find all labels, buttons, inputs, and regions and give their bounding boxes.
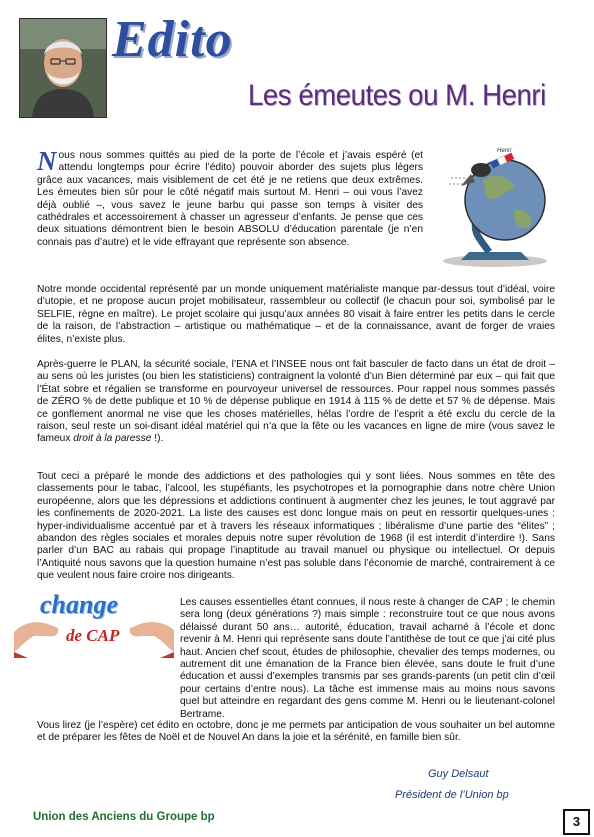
- footer-organization: Union des Anciens du Groupe bp: [33, 811, 215, 823]
- cartoon-signature: Henri: [497, 148, 512, 154]
- page-subtitle: Les émeutes ou M. Henri: [248, 79, 546, 112]
- signature-title: Président de l’Union bp: [395, 789, 509, 801]
- globe-cartoon-image: [431, 148, 559, 268]
- page-number: 3: [563, 809, 590, 835]
- paragraph-apres-guerre-end: !).: [151, 433, 164, 445]
- paragraph-apres-guerre-text: Après-guerre le PLAN, la sécurité sociale, l’ENA et l’INSEE nous ont fait basculer de facto dans un état de droit – au sens où les juristes (ou bien les statisticiens) contraignent la volonté d’un Bien déterminé par eux – qui fait que l’État sobre et régalien se transforme en pourvoyeur universel de ressources. Pour rappel nous sommes passés de ZÉRO % de dette publique et 10 % de dépense publique en 1914 à 115 % de dette et 57 % de dépense. Mais ce gonflement anormal ne vise que les choses matérielles, hélas l’ordre de l’esprit a été exclu du cercle de la raison, seul reste un soi-disant idéal matériel qui n’a que la fête ou les vacances en ligne de mire (vous savez le fameux: [37, 359, 555, 445]
- signature-name: Guy Delsaut: [428, 768, 489, 780]
- change-word: change: [40, 590, 118, 619]
- paragraph-intro-text: ous nous sommes quittés au pied de la porte de l’école et j’avais espéré (et attendu longtemps pour écrire l’édito) pouvoir aborder des sujets plus légers grâce aux vacances, mais visiblement de cet été je ne retiens que deux extrêmes. Les émeutes bien sûr pour le côté négatif mais surtout M. Henri – oui vous l’avez déjà oublié –, vous savez le jeune barbu qui passe son temps à visiter des cathédrales et accessoirement à chasser un agresseur d’enfants. Je pense que ces deux situations démontrent bien le besoin ABSOLU d’éducation parentale (je n’en connais pas d’autre) et le vide effrayant que représente son absence.: [37, 150, 423, 248]
- paragraph-conclusion: Vous lirez (je l’espère) cet édito en octobre, donc je me permets par anticipation de vous souhaiter un bel automne et de préparer les fêtes de Noël et de Nouvel An dans la joie et la sérénité, en famille bien sûr.: [37, 720, 555, 744]
- paragraph-monde-occidental: Notre monde occidental représenté par un monde uniquement matérialiste manque par-dessus tout d’idéal, voire d’utopie, et ne propose aucun projet mobilisateur, rassembleur ou collectif (le chacun pour soi, symbolisé par le SELFIE, règne en maître). Le projet scolaire qui jusqu’aux années 80 visait à faire entrer les petits dans le cercle de la raison, de l’abstraction – artistique ou mathématique – et de la connaissance, avant de forger de vraies élites, n’existe plus.: [37, 284, 555, 345]
- drop-cap: N: [37, 146, 57, 176]
- cap-word: de CAP: [66, 626, 120, 645]
- paragraph-intro: [37, 146, 423, 249]
- author-photo: [19, 18, 107, 118]
- paragraph-addictions: Tout ceci a préparé le monde des addictions et des pathologies qui y sont liées. Nous sommes en tête des classements pour le tabac, l’alcool, les stupéfiants, les psychotropes et la pornographie dans notre chère Union européenne, alors que les dépressions et addictions continuent à augmenter chez les jeunes, le tout aggravé par les confinements de 2020-2021. La liste des causes est donc longue mais on peut en ressortir quelques-unes : hyper-individualisme accentué par et à travers les réseaux informatiques ; libéralisme d’une partie des “élites” ; abandon des règles sociales et morales depuis notre super révolution de 1968 (il est interdit d’interdire !). Sans parler d’un BAC au rabais qui propage l’inaptitude au travail manuel ou physique ou intellectuel. Or depuis l’Antiquité nous savons que la question humaine n’est pas soluble dans l’économie de marché, contrairement à ce que veulent nous faire croire nos dirigeants.: [37, 471, 555, 582]
- paragraph-apres-guerre: [37, 359, 555, 446]
- page-title: Edito: [112, 11, 233, 68]
- cartoon-illustration: [431, 148, 559, 268]
- paragraph-causes: Les causes essentielles étant connues, il nous reste à changer de CAP ; le chemin sera long (deux générations ?) mais simple : reconstruire tout ce que nous avons délaissé durant 50 ans… autorité, éducation, travail acharné à l’école et donc revenir à M. Henri qui représente sans doute l’antithèse de tout ce que j’ai cité plus haut. Ancien chef scout, études de philosophie, chevalier des temps modernes, ou autrement dit une émanation de la France bien élevée, sans doute le fruit d’une éducation et aussi d’exemples transmis par ses grands-parents (un petit clin d’œil pour certains d’entre nous). La tâche est immense mais au moins nous savons quel but atteindre en regardant des gens comme M. Henri ou le lieutenant-colonel Bertrame.: [180, 597, 555, 720]
- change-de-cap-illustration: [14, 592, 174, 658]
- portrait-image: [20, 19, 106, 117]
- italic-phrase: droit à la paresse: [73, 433, 152, 445]
